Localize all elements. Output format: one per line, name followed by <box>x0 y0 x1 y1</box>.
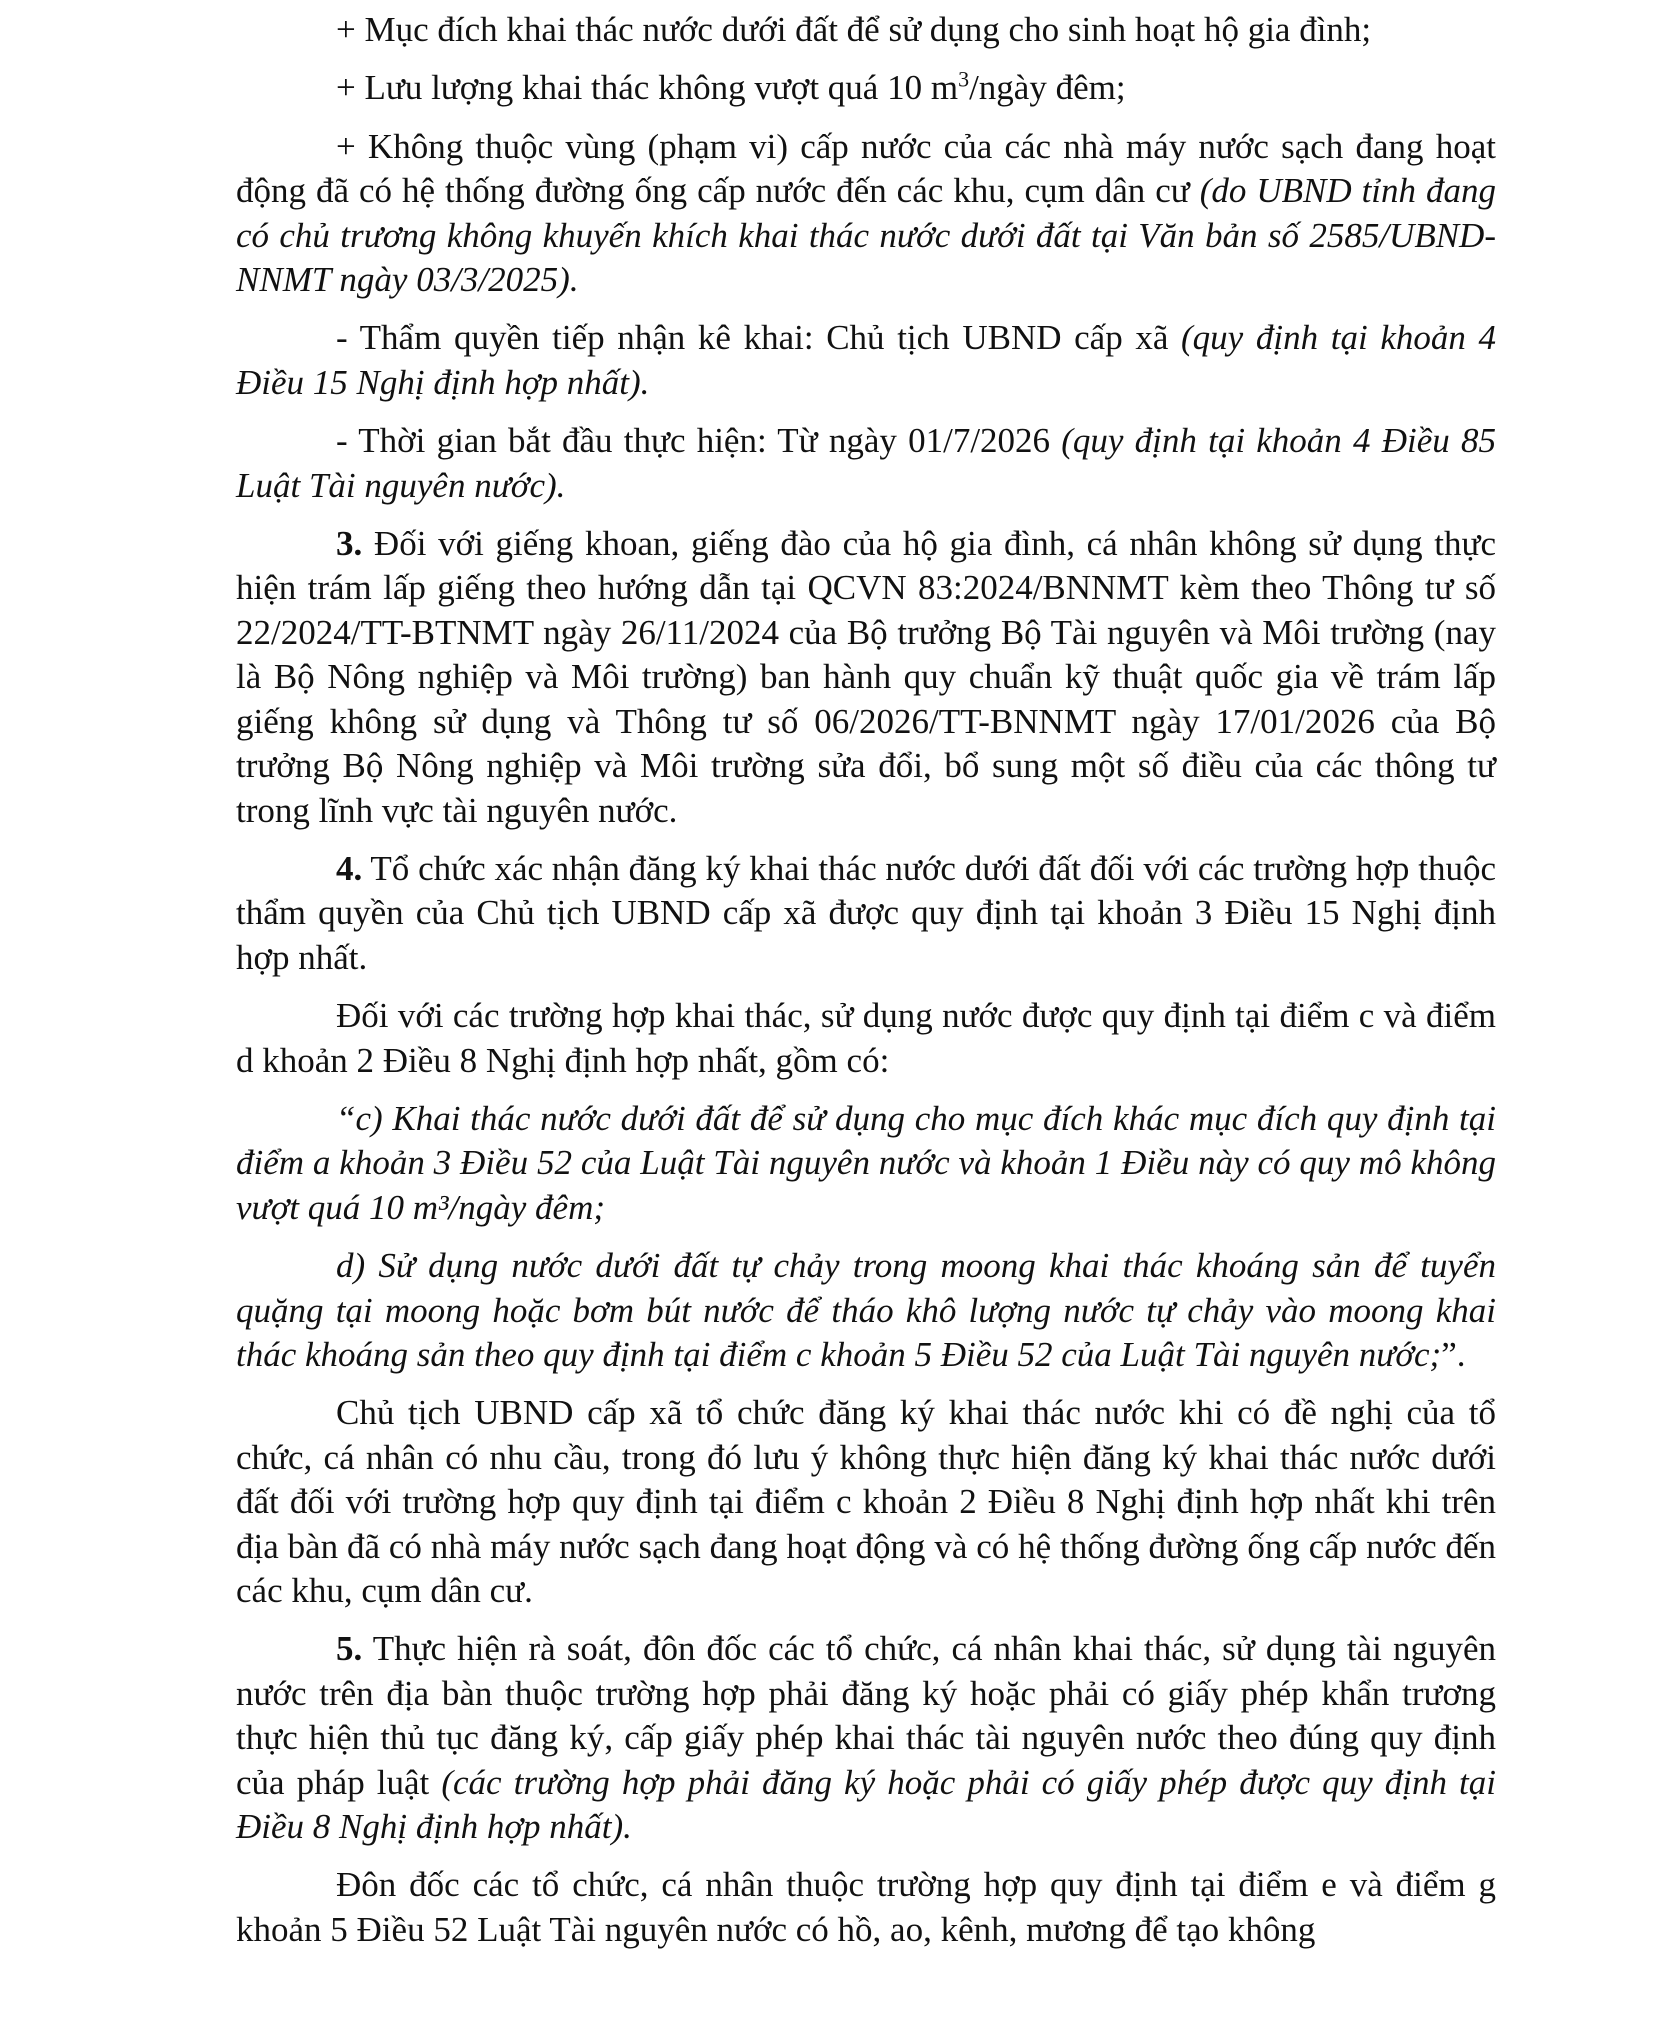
paragraph-text: Đối với các trường hợp khai thác, sử dụng nước được quy định tại điểm c và điểm d khoản 2 Điều 8 Nghị định hợp nhất, gồm có: <box>236 996 1496 1080</box>
paragraph-item-4 <box>236 847 1496 980</box>
paragraph-flow-limit <box>236 66 1496 110</box>
paragraph-household-purpose <box>236 8 1496 52</box>
paragraph-text: Đối với giếng khoan, giếng đào của hộ gia đình, cá nhân không sử dụng thực hiện trám lấp giếng theo hướng dẫn tại QCVN 83:2024/BNNMT kèm theo Thông tư số 22/2024/TT-BTNMT ngày 26/11/2024 của Bộ trưởng Bộ Tài nguyên và Môi trường (nay là Bộ Nông nghiệp và Môi trường) ban hành quy chuẩn kỹ thuật quốc gia về trám lấp giếng không sử dụng và Thông tư số 06/2026/TT-BNNMT ngày 17/01/2026 của Bộ trưởng Bộ Nông nghiệp và Môi trường sửa đổi, bổ sung một số điều của các thông tư trong lĩnh vực tài nguyên nước. <box>236 524 1496 830</box>
paragraph-urge-organizations <box>236 1863 1496 1952</box>
paragraph-text: Đôn đốc các tổ chức, cá nhân thuộc trường hợp quy định tại điểm e và điểm g khoản 5 Điều 52 Luật Tài nguyên nước có hồ, ao, kênh, mương để tạo không <box>236 1865 1496 1949</box>
paragraph-quote-c <box>236 1097 1496 1230</box>
paragraph-italic-note: (các trường hợp phải đăng ký hoặc phải có giấy phép được quy định tại Điều 8 Nghị định hợp nhất). <box>236 1762 1496 1847</box>
paragraph-item-3 <box>236 522 1496 833</box>
item-number: 3. <box>336 524 363 564</box>
paragraph-cases-intro <box>236 994 1496 1083</box>
paragraph-text: ”. <box>1441 1334 1466 1374</box>
paragraph-text: “c) Khai thác nước dưới đất để sử dụng cho mục đích khác mục đích quy định tại điểm a khoản 3 Điều 52 của Luật Tài nguyên nước và khoản 1 Điều này có quy mô không vượt quá 10 m³/ngày đêm; <box>236 1098 1496 1227</box>
paragraph-italic-note: (quy định tại khoản 4 Điều 85 Luật Tài nguyên nước). <box>236 421 1496 505</box>
paragraph-text: + Mục đích khai thác nước dưới đất để sử dụng cho sinh hoạt hộ gia đình; <box>336 10 1372 49</box>
paragraph-item-5 <box>236 1627 1496 1849</box>
item-number: 5. <box>336 1629 363 1669</box>
paragraph-italic-note: (do UBND tỉnh đang có chủ trương không khuyến khích khai thác nước dưới đất tại Văn bản số 2585/UBND-NNMT ngày 03/3/2025). <box>236 171 1496 300</box>
paragraph-italic-note: d) Sử dụng nước dưới đất tự chảy trong moong khai thác khoáng sản để tuyển quặng tại moong hoặc bơm bút nước để tháo khô lượng nước tự chảy vào moong khai thác khoáng sản theo quy định tại điểm c khoản 5 Điều 52 của Luật Tài nguyên nước; <box>236 1246 1496 1374</box>
paragraph-italic-note: (quy định tại khoản 4 Điều 15 Nghị định hợp nhất). <box>236 318 1496 402</box>
paragraph-text: Chủ tịch UBND cấp xã tổ chức đăng ký khai thác nước khi có đề nghị của tổ chức, cá nhân có nhu cầu, trong đó lưu ý không thực hiện đăng ký khai thác nước dưới đất đối với trường hợp quy định tại điểm c khoản 2 Điều 8 Nghị định hợp nhất khi trên địa bàn đã có nhà máy nước sạch đang hoạt động và có hệ thống đường ống cấp nước đến các khu, cụm dân cư. <box>236 1393 1496 1610</box>
paragraph-text: Thực hiện rà soát, đôn đốc các tổ chức, cá nhân khai thác, sử dụng tài nguyên nước trên địa bàn thuộc trường hợp phải đăng ký hoặc phải có giấy phép khẩn trương thực hiện thủ tục đăng ký, cấp giấy phép khai thác tài nguyên nước theo đúng quy định của pháp luật <box>236 1629 1496 1802</box>
paragraph-authority <box>236 316 1496 405</box>
paragraph-start-date <box>236 419 1496 508</box>
paragraph-text: Tổ chức xác nhận đăng ký khai thác nước dưới đất đối với các trường hợp thuộc thẩm quyền của Chủ tịch UBND cấp xã được quy định tại khoản 3 Điều 15 Nghị định hợp nhất. <box>236 848 1496 977</box>
superscript: 3 <box>958 66 970 92</box>
paragraph-text: - Thẩm quyền tiếp nhận kê khai: Chủ tịch UBND cấp xã <box>336 318 1182 358</box>
paragraph-quote-d <box>236 1244 1496 1377</box>
paragraph-text: + Lưu lượng khai thác không vượt quá 10 m <box>336 68 959 108</box>
paragraph-text: /ngày đêm; <box>969 68 1126 108</box>
item-number: 4. <box>336 848 363 888</box>
paragraph-supply-area <box>236 125 1496 303</box>
paragraph-text: - Thời gian bắt đầu thực hiện: Từ ngày 01/7/2026 <box>336 421 1062 461</box>
paragraph-chairman-registration <box>236 1391 1496 1613</box>
paragraph-text: + Không thuộc vùng (phạm vi) cấp nước của các nhà máy nước sạch đang hoạt động đã có hệ thống đường ống cấp nước đến các khu, cụm dân cư <box>236 126 1496 211</box>
